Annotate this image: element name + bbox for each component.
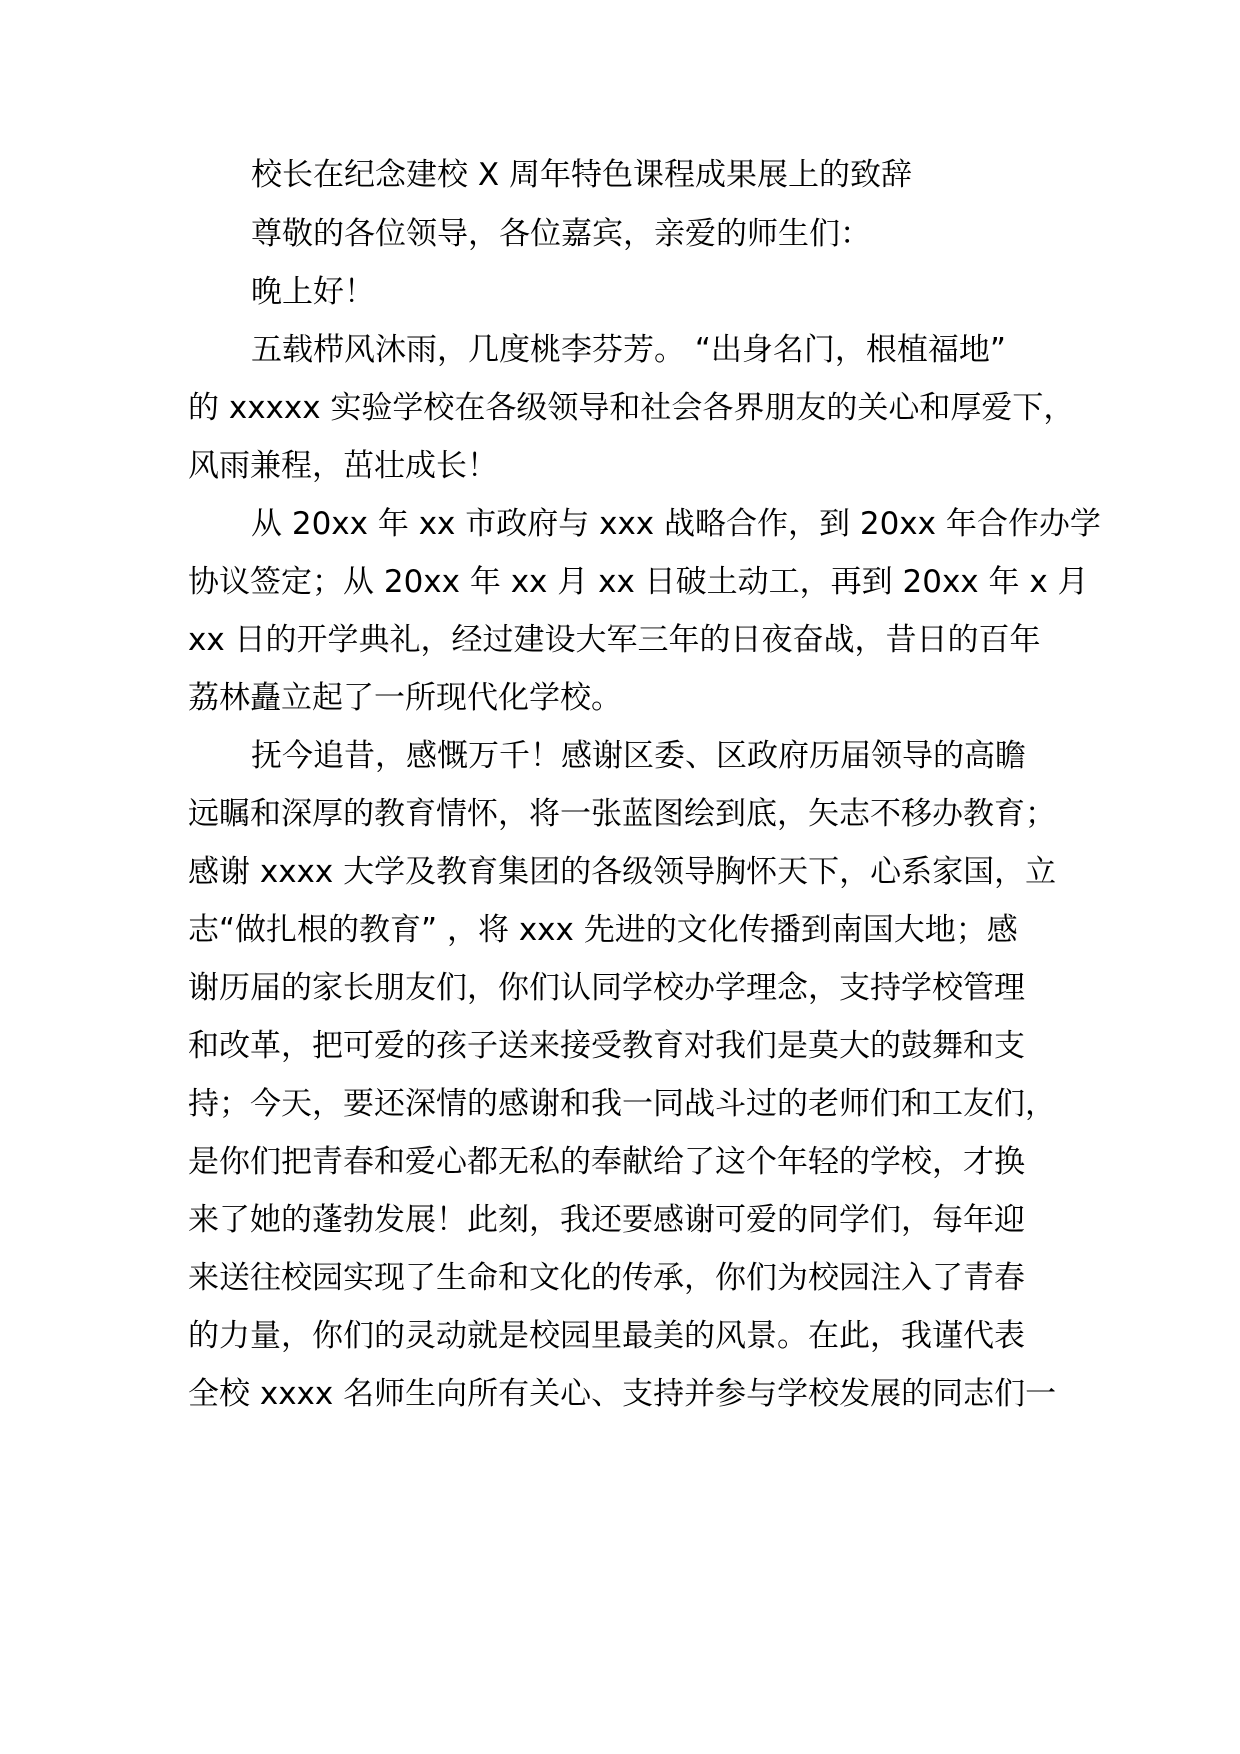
body-line: 来送往校园实现了生命和文化的传承，你们为校园注入了青春 <box>188 1260 1025 1296</box>
body-line: 全校 xxxx 名师生向所有关心、支持并参与学校发展的同志们一 <box>188 1376 1057 1412</box>
body-line: 荔林矗立起了一所现代化学校。 <box>188 680 622 716</box>
body-line: 五载栉风沐雨，几度桃李芬芳。 “出身名门，根植福地” <box>251 332 1006 368</box>
body-line: 远瞩和深厚的教育情怀，将一张蓝图绘到底，矢志不移办教育； <box>188 796 1056 832</box>
body-line: 持；今天，要还深情的感谢和我一同战斗过的老师们和工友们， <box>188 1086 1056 1122</box>
salutation: 尊敬的各位领导，各位嘉宾，亲爱的师生们： <box>251 216 871 252</box>
body-line: xx 日的开学典礼，经过建设大军三年的日夜奋战，昔日的百年 <box>188 622 1041 658</box>
body-line: 的力量，你们的灵动就是校园里最美的风景。在此，我谨代表 <box>188 1318 1025 1354</box>
body-line: 感谢 xxxx 大学及教育集团的各级领导胸怀天下，心系家国，立 <box>188 854 1057 890</box>
body-line: 从 20xx 年 xx 市政府与 xxx 战略合作，到 20xx 年合作办学 <box>251 506 1101 542</box>
body-line: 风雨兼程，茁壮成长！ <box>188 448 498 484</box>
document-title: 校长在纪念建校 X 周年特色课程成果展上的致辞 <box>251 157 912 193</box>
body-line: 的 xxxxx 实验学校在各级领导和社会各界朋友的关心和厚爱下， <box>188 390 1075 426</box>
greeting: 晚上好！ <box>251 274 375 310</box>
body-line: 是你们把青春和爱心都无私的奉献给了这个年轻的学校，才换 <box>188 1144 1025 1180</box>
body-line: 和改革，把可爱的孩子送来接受教育对我们是莫大的鼓舞和支 <box>188 1028 1025 1064</box>
body-line: 抚今追昔，感慨万千！感谢区委、区政府历届领导的高瞻 <box>251 738 1026 774</box>
body-line: 协议签定；从 20xx 年 xx 月 xx 日破土动工，再到 20xx 年 x 月 <box>188 564 1089 600</box>
body-line: 谢历届的家长朋友们，你们认同学校办学理念，支持学校管理 <box>188 970 1025 1006</box>
body-line: 来了她的蓬勃发展！此刻，我还要感谢可爱的同学们，每年迎 <box>188 1202 1025 1238</box>
body-line: 志“做扎根的教育” ，将 xxx 先进的文化传播到南国大地；感 <box>188 912 1018 948</box>
